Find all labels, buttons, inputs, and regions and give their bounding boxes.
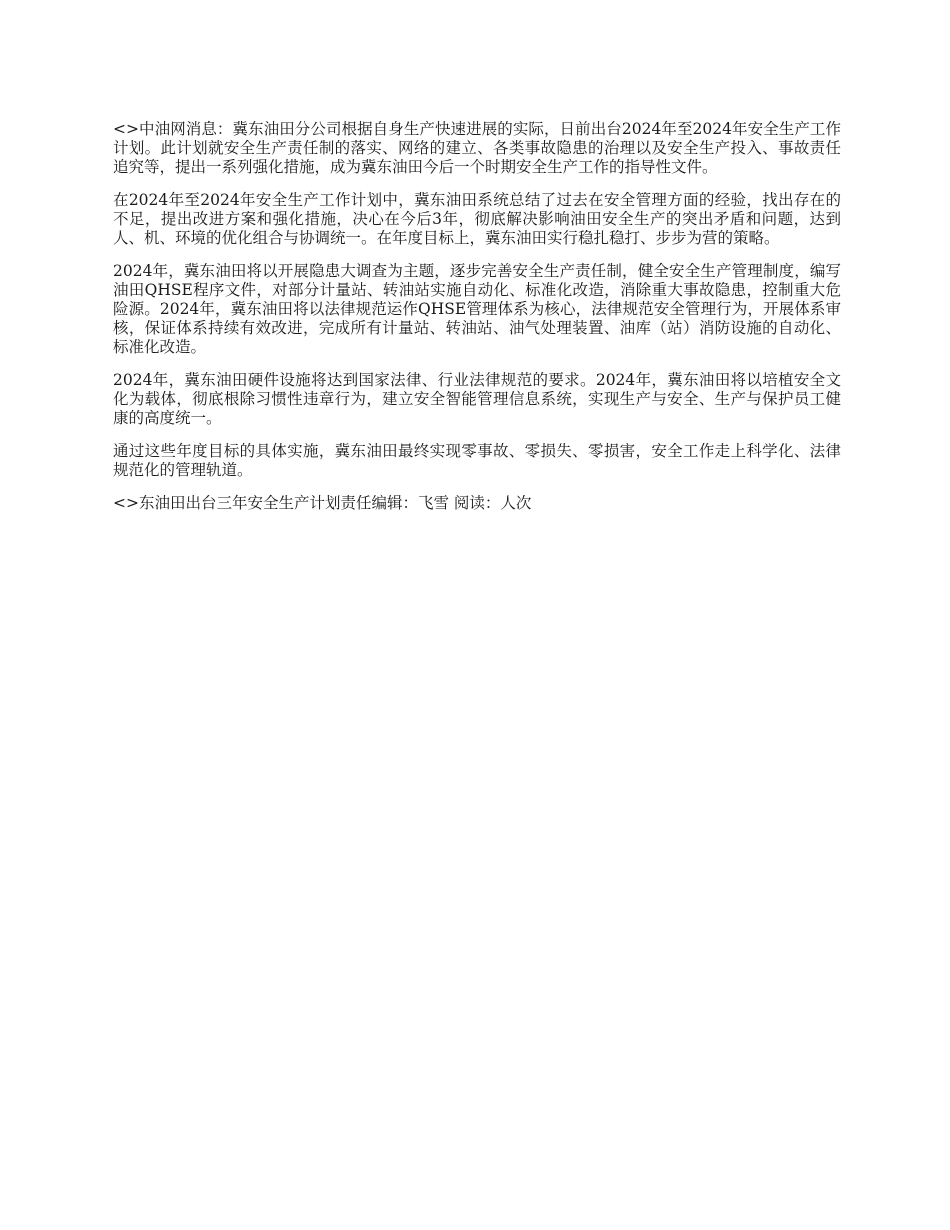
- article-paragraph-intro: <>中油网消息：冀东油田分公司根据自身生产快速进展的实际，日前出台2024年至2024年安全生产工作计划。此计划就安全生产责任制的落实、网络的建立、各类事故隐患的治理以及安全生产投入、事故责任追究等，提出一系列强化措施，成为冀东油田今后一个时期安全生产工作的指导性文件。: [113, 120, 841, 176]
- article-footer-editor-info: <>东油田出台三年安全生产计划责任编辑：飞雪 阅读：人次: [113, 494, 532, 512]
- article-body: [113, 120, 841, 527]
- article-paragraph-safety-culture: 2024年，冀东油田硬件设施将达到国家法律、行业法律规范的要求。2024年，冀东油田将以培植安全文化为载体，彻底根除习惯性违章行为，建立安全智能管理信息系统，实现生产与安全、生产与保护员工健康的高度统一。: [113, 371, 841, 427]
- article-paragraph-yearly-goals: 2024年，冀东油田将以开展隐患大调查为主题，逐步完善安全生产责任制，健全安全生产管理制度，编写油田QHSE程序文件，对部分计量站、转油站实施自动化、标准化改造，消除重大事故隐患，控制重大危险源。2024年，冀东油田将以法律规范运作QHSE管理体系为核心，法律规范安全管理行为，开展体系审核，保证体系持续有效改进，完成所有计量站、转油站、油气处理装置、油库（站）消防设施的自动化、标准化改造。: [113, 262, 841, 356]
- article-paragraph-conclusion: 通过这些年度目标的具体实施，冀东油田最终实现零事故、零损失、零损害，安全工作走上科学化、法律规范化的管理轨道。: [113, 442, 841, 479]
- article-paragraph-plan-summary: 在2024年至2024年安全生产工作计划中，冀东油田系统总结了过去在安全管理方面的经验，找出存在的不足，提出改进方案和强化措施，决心在今后3年，彻底解决影响油田安全生产的突出矛盾和问题，达到人、机、环境的优化组合与协调统一。在年度目标上，冀东油田实行稳扎稳打、步步为营的策略。: [113, 191, 841, 247]
